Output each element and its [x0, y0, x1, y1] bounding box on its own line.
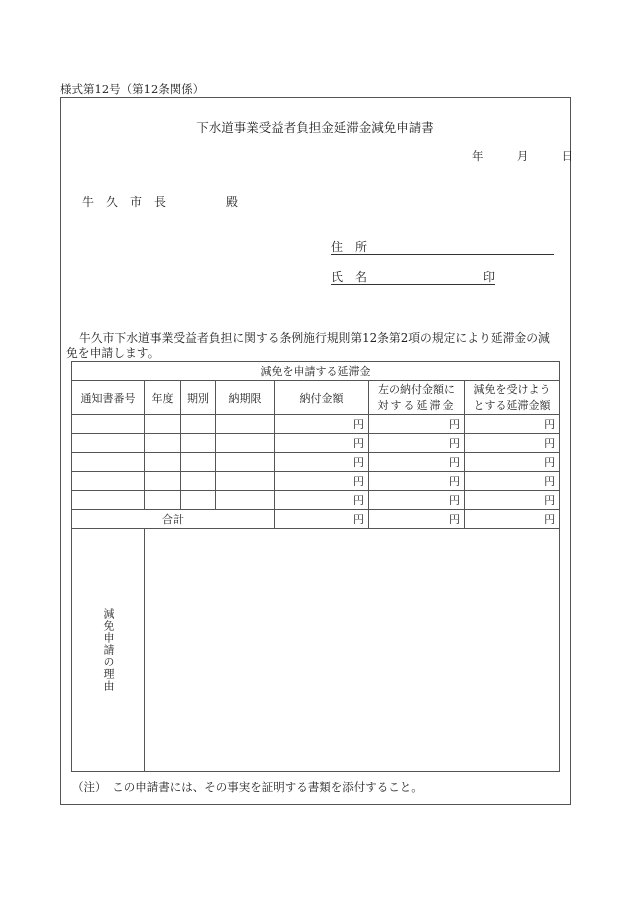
table-row [72, 472, 560, 491]
cell-input[interactable] [72, 453, 145, 472]
cell-input[interactable] [145, 434, 181, 453]
col-paid-amount: 納付金額 [275, 381, 369, 415]
cell-input[interactable] [181, 453, 216, 472]
cell-input[interactable] [72, 472, 145, 491]
address-field[interactable] [331, 238, 554, 255]
total-yen[interactable]: 円 [275, 510, 369, 529]
date-year: 年 [472, 149, 484, 163]
yen-unit[interactable]: 円 [369, 453, 465, 472]
yen-unit[interactable]: 円 [465, 415, 560, 434]
cell-input[interactable] [181, 491, 216, 510]
yen-unit[interactable]: 円 [275, 491, 369, 510]
cell-input[interactable] [72, 415, 145, 434]
table-row [72, 434, 560, 453]
cell-input[interactable] [145, 472, 181, 491]
yen-unit[interactable]: 円 [369, 434, 465, 453]
col-delinquency [369, 381, 465, 415]
cell-input[interactable] [216, 491, 275, 510]
col-notice-number: 通知書番号 [72, 381, 145, 415]
col-reduction-line2: とする延滞金額 [473, 398, 551, 412]
form-number-label: 様式第12号（第12条関係） [60, 82, 205, 96]
table-row [72, 415, 560, 434]
col-delinquency-line2: 対する延滞金 [377, 398, 456, 412]
cell-input[interactable] [216, 453, 275, 472]
yen-unit[interactable]: 円 [369, 491, 465, 510]
yen-unit[interactable]: 円 [369, 472, 465, 491]
cell-input[interactable] [181, 434, 216, 453]
cell-input[interactable] [216, 434, 275, 453]
col-reduction [465, 381, 560, 415]
cell-input[interactable] [216, 472, 275, 491]
yen-unit[interactable]: 円 [275, 472, 369, 491]
reason-label: 減免申請の理由 [102, 608, 115, 692]
reason-label-cell [72, 529, 145, 772]
reason-textarea[interactable] [145, 529, 560, 772]
yen-unit[interactable]: 円 [465, 491, 560, 510]
total-row [72, 510, 560, 529]
cell-input[interactable] [145, 453, 181, 472]
col-due-date: 納期限 [216, 381, 275, 415]
cell-input[interactable] [72, 434, 145, 453]
cell-input[interactable] [145, 491, 181, 510]
delinquency-table [71, 361, 560, 772]
col-period: 期別 [181, 381, 216, 415]
yen-unit[interactable]: 円 [369, 415, 465, 434]
total-yen[interactable]: 円 [369, 510, 465, 529]
col-fiscal-year: 年度 [145, 381, 181, 415]
yen-unit[interactable]: 円 [465, 472, 560, 491]
total-yen[interactable]: 円 [465, 510, 560, 529]
footnote: （注） この申請書には、その事実を証明する書類を添付すること。 [72, 780, 423, 794]
table-section-header: 減免を申請する延滞金 [72, 362, 560, 381]
address-label: 住 所 [331, 240, 368, 254]
table-row [72, 453, 560, 472]
yen-unit[interactable]: 円 [465, 453, 560, 472]
yen-unit[interactable]: 円 [465, 434, 560, 453]
date-row [472, 148, 573, 164]
cell-input[interactable] [72, 491, 145, 510]
col-reduction-line1: 減免を受けよう [473, 382, 551, 396]
date-day: 日 [561, 149, 574, 163]
document-title: 下水道事業受益者負担金延滞金減免申請書 [196, 120, 434, 135]
name-label: 氏 名 [331, 270, 368, 284]
cell-input[interactable] [145, 415, 181, 434]
name-field[interactable] [331, 268, 495, 285]
addressee: 牛 久 市 長 殿 [82, 195, 239, 209]
total-label: 合計 [72, 510, 275, 529]
yen-unit[interactable]: 円 [275, 434, 369, 453]
cell-input[interactable] [181, 415, 216, 434]
cell-input[interactable] [216, 415, 275, 434]
reason-row [72, 529, 560, 772]
date-month: 月 [516, 149, 529, 163]
yen-unit[interactable]: 円 [275, 453, 369, 472]
yen-unit[interactable]: 円 [275, 415, 369, 434]
col-delinquency-line1: 左の納付金額に [378, 382, 455, 396]
cell-input[interactable] [181, 472, 216, 491]
table-row [72, 491, 560, 510]
seal-mark: 印 [482, 270, 495, 284]
application-statement: 牛久市下水道事業受益者負担に関する条例施行規則第12条第2項の規定により延滞金の減免を申請します。 [66, 331, 550, 360]
